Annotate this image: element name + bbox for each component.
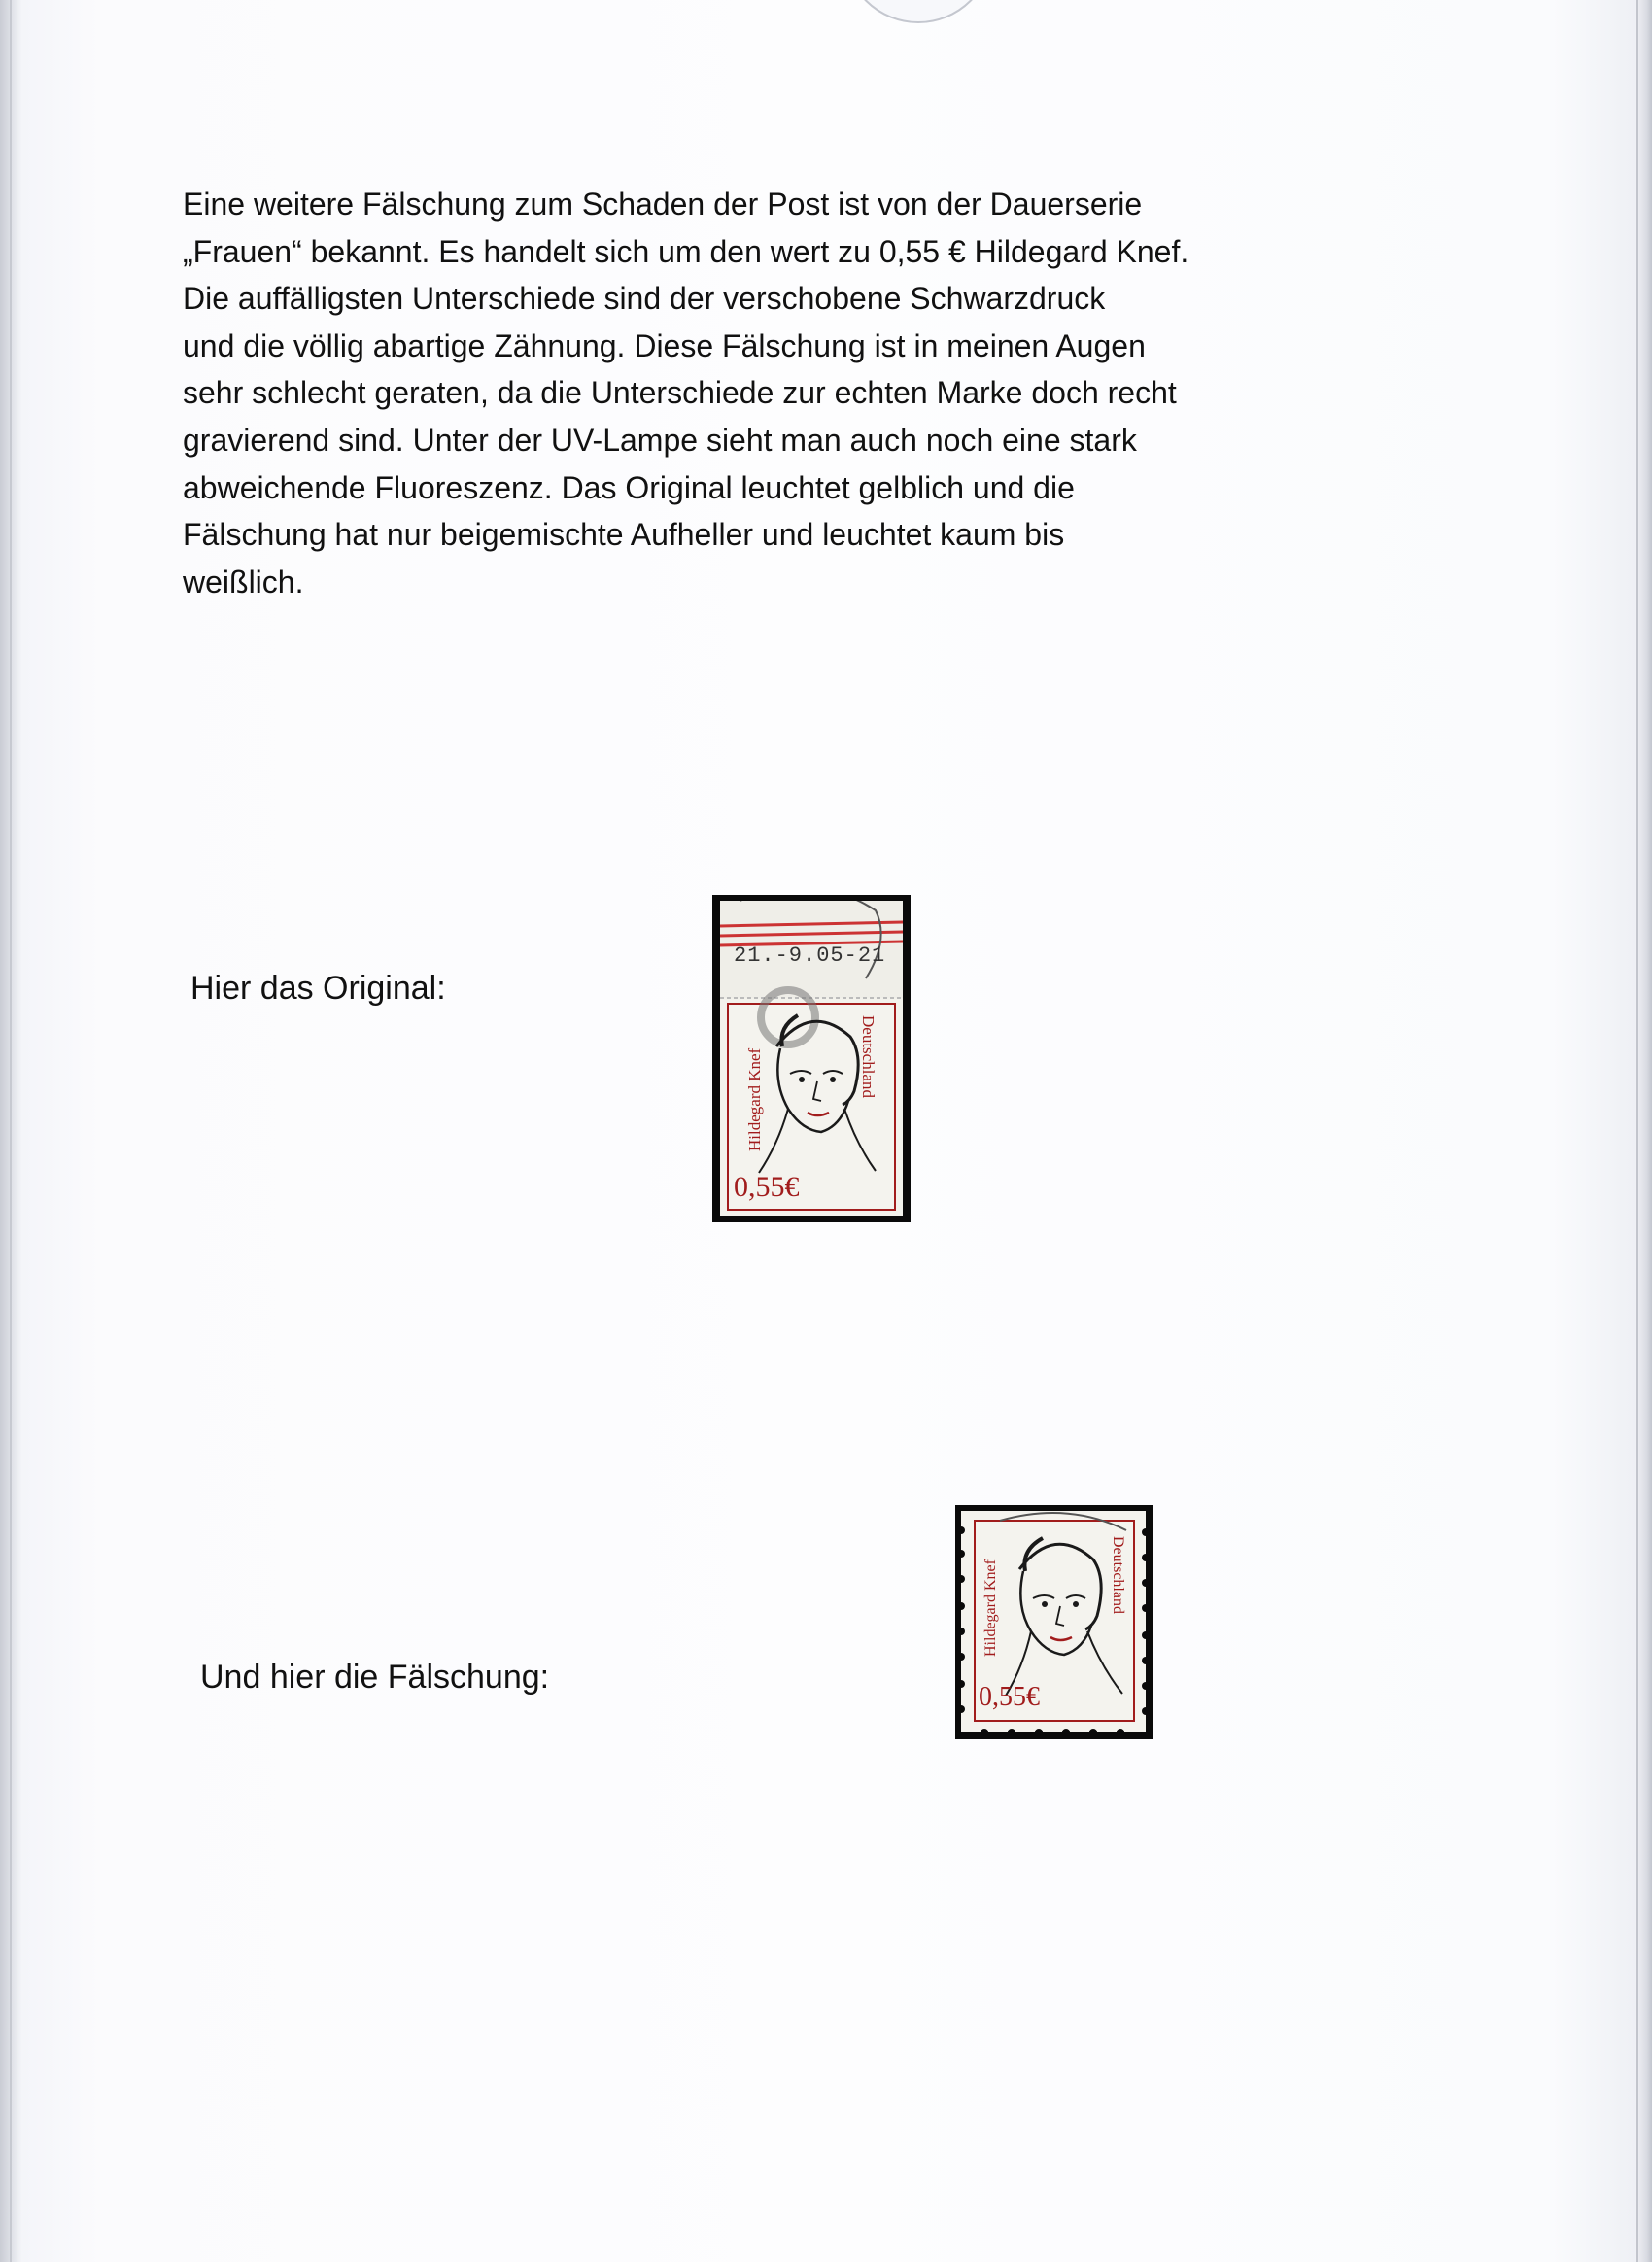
sheet-left-line bbox=[10, 0, 12, 2262]
forgery-stamp-mount bbox=[955, 1505, 1153, 1739]
sheet-right-line bbox=[1636, 0, 1638, 2262]
original-stamp-country: Deutschland bbox=[859, 1015, 878, 1098]
original-stamp-mount bbox=[712, 895, 911, 1222]
sheet-top-notch bbox=[843, 0, 993, 23]
original-stamp-name: Hildegard Knef bbox=[745, 1047, 764, 1151]
original-postmark-date: 21.-9.05-21 bbox=[734, 943, 886, 968]
forgery-stamp-name: Hildegard Knef bbox=[982, 1559, 999, 1657]
forgery-label: Und hier die Fälschung: bbox=[200, 1659, 550, 1696]
forgery-stamp-value: 0,55€ bbox=[979, 1682, 1040, 1712]
forgery-stamp bbox=[961, 1511, 1146, 1732]
intro-paragraph: Eine weitere Fälschung zum Schaden der Post ist von der Dauerserie „Frauen“ bekannt. Es handelt sich um den wert zu 0,55 € Hildegard Knef. Die auffälligsten Unterschiede sind der verschobene Schwarzdruck und die völlig abartige Zähnung. Diese Fälschung ist in meinen Augen sehr schlecht geraten, da die Unterschiede zur echten Marke doch recht gravierend sind. Unter der UV-Lampe sieht man auch noch eine stark abweichende Fluoreszenz. Das Original leuchtet gelblich und die Fälschung hat nur beigemischte Aufheller und leuchtet kaum bis weißlich. bbox=[183, 187, 1189, 600]
forgery-stamp-country: Deutschland bbox=[1110, 1536, 1126, 1614]
original-stamp-value: 0,55€ bbox=[734, 1171, 800, 1203]
original-stamp bbox=[720, 901, 903, 1216]
original-label: Hier das Original: bbox=[190, 970, 446, 1007]
